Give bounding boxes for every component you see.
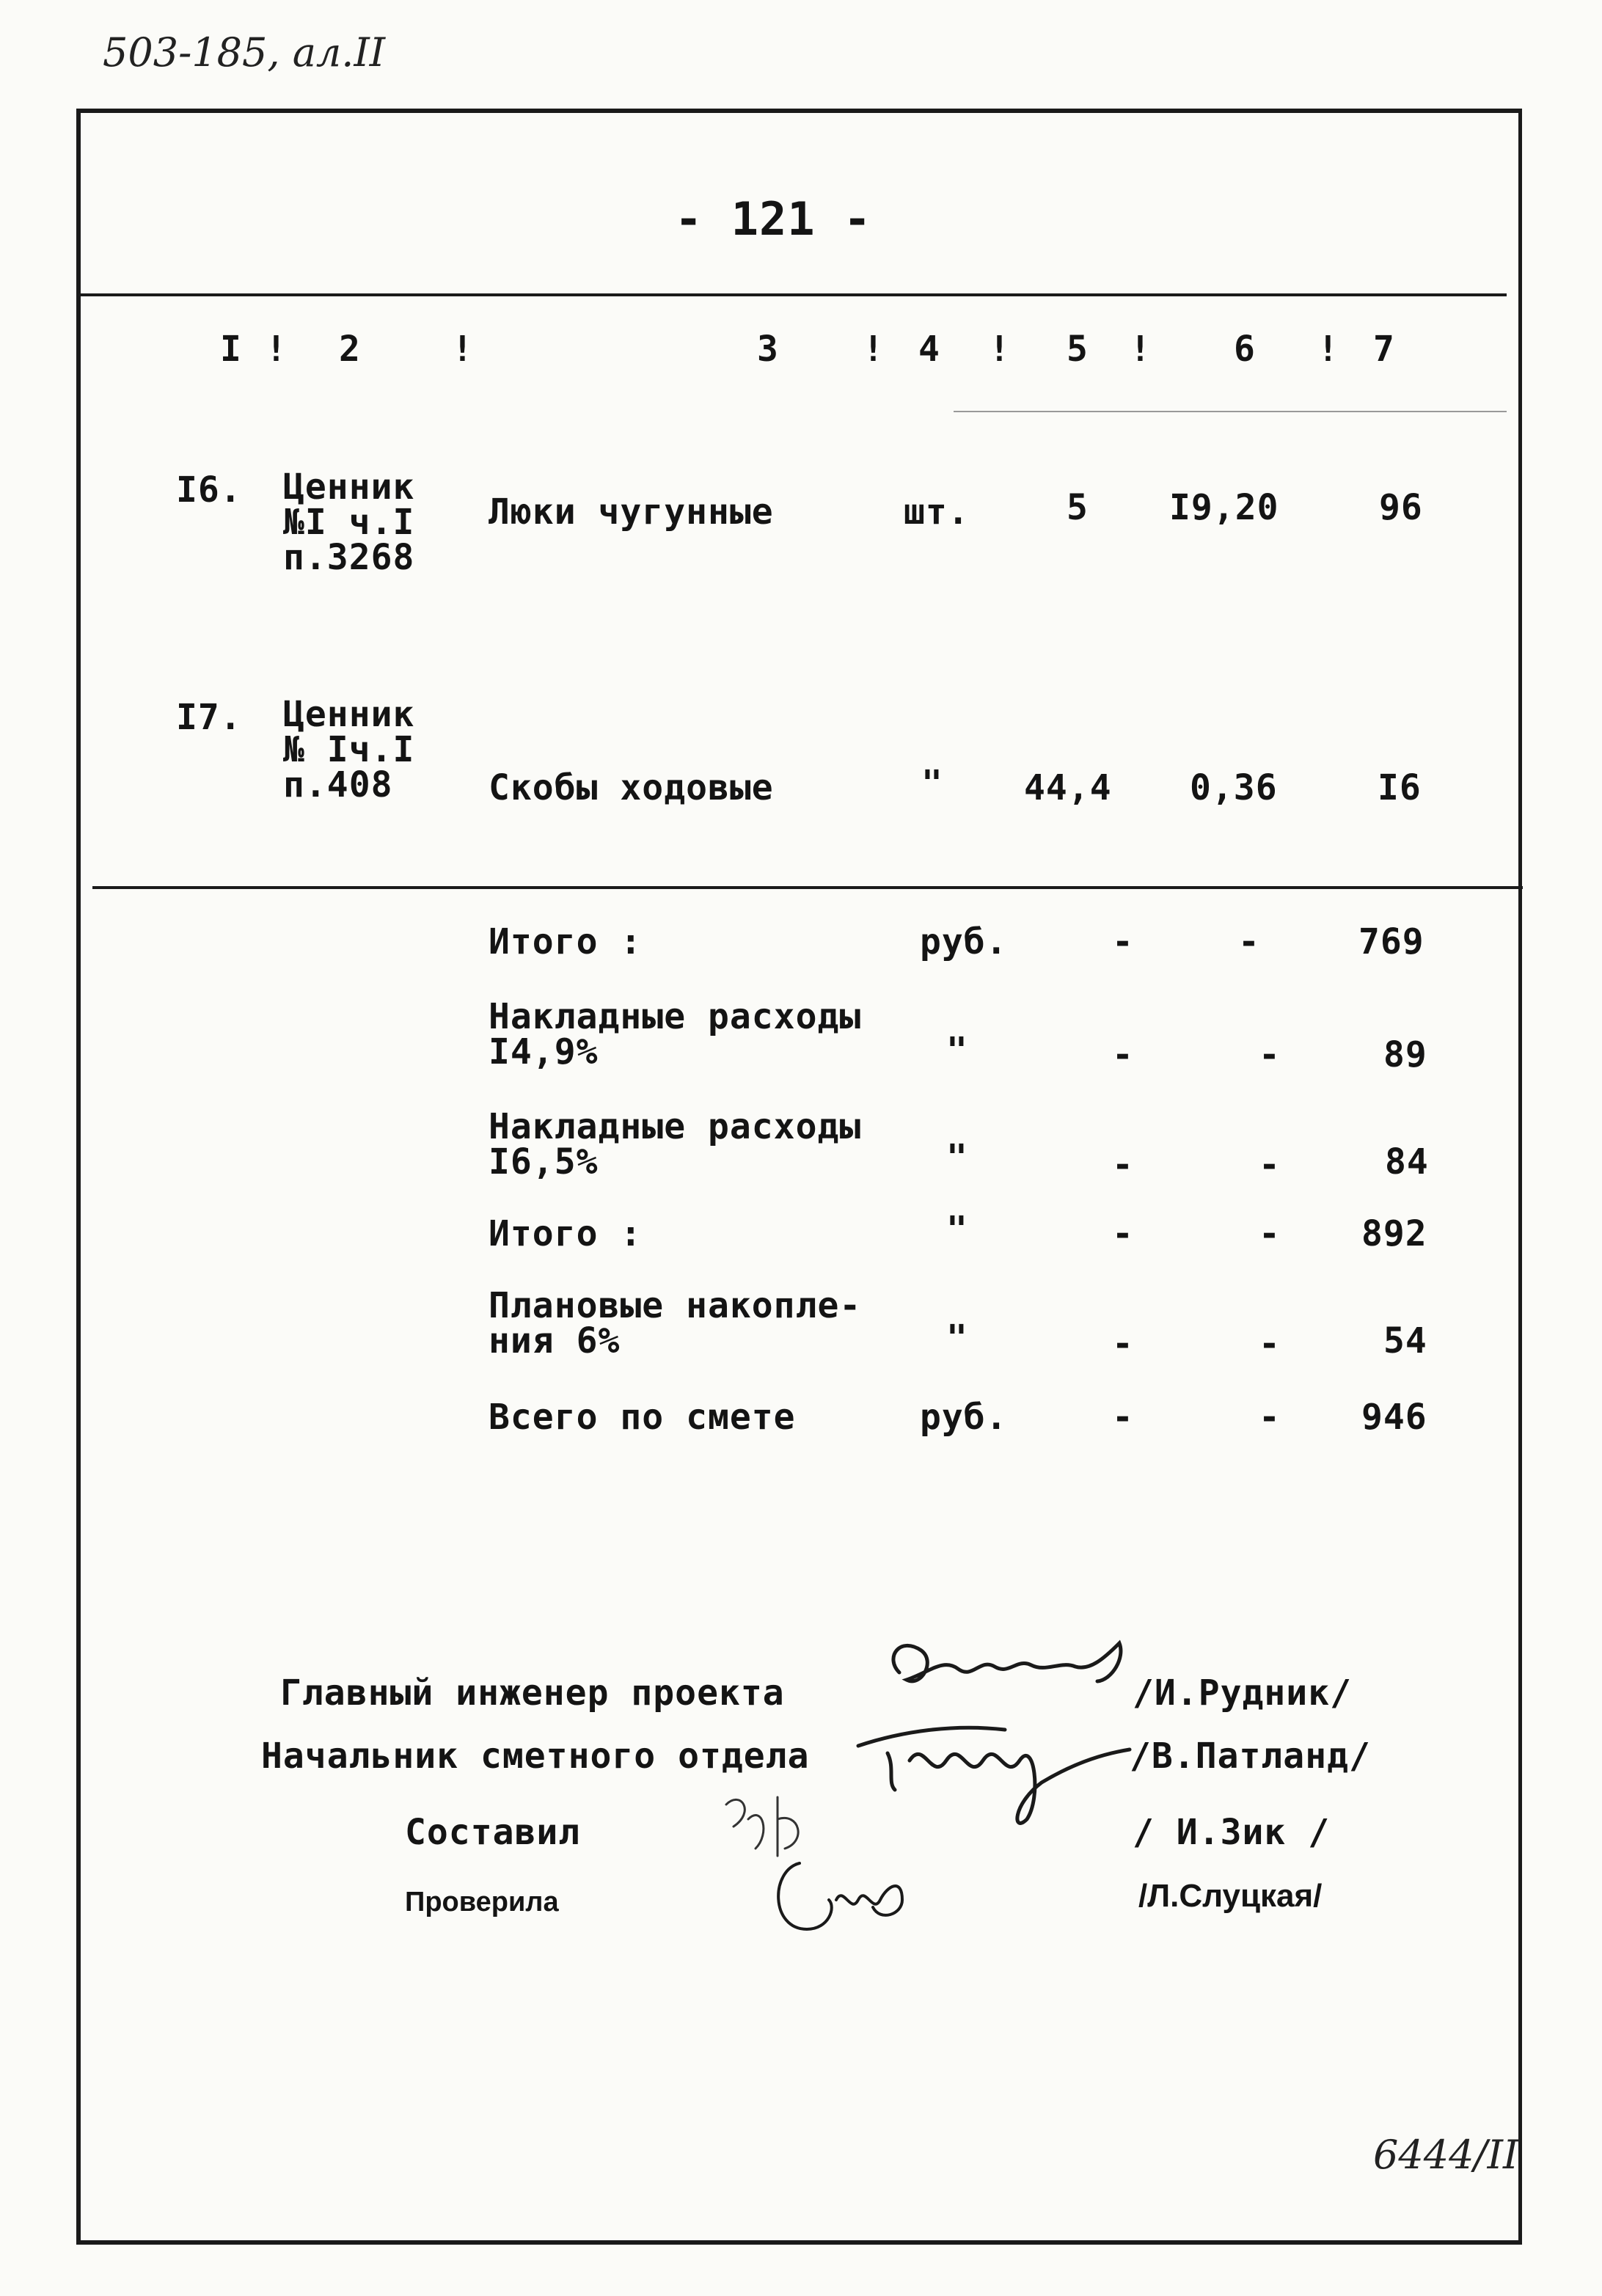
column-number-3: 3: [757, 329, 779, 370]
summary-dash-6: -: [1238, 921, 1260, 962]
item-quantity: 5: [1067, 487, 1089, 528]
item-quantity: 44,4: [1024, 767, 1112, 808]
summary-label: Итого :: [489, 921, 643, 962]
summary-dash-6: -: [1259, 1034, 1281, 1075]
summary-label: I4,9%: [489, 1031, 599, 1072]
item-number: I6.: [176, 469, 242, 511]
summary-total: 769: [1358, 921, 1424, 962]
summary-unit: ": [946, 1209, 968, 1250]
signature-title: Проверила: [405, 1887, 559, 1917]
items-rule: [92, 886, 1523, 889]
item-reference-line: п.3268: [283, 537, 415, 578]
summary-dash-6: -: [1259, 1397, 1281, 1438]
item-reference-line: № Iч.I: [283, 729, 415, 770]
summary-total: 84: [1385, 1141, 1429, 1182]
summary-label: Накладные расходы: [489, 996, 862, 1037]
summary-unit: руб.: [920, 921, 1008, 962]
summary-dash-5: -: [1112, 1397, 1134, 1438]
summary-total: 946: [1361, 1397, 1427, 1438]
column-separator: !: [1130, 329, 1152, 370]
column-separator: !: [266, 329, 288, 370]
column-separator: !: [989, 329, 1011, 370]
handwritten-signature-1: [877, 1628, 1141, 1709]
item-price: 0,36: [1190, 767, 1278, 808]
item-unit: шт.: [904, 491, 970, 533]
summary-dash-6: -: [1259, 1144, 1281, 1185]
item-reference-line: №I ч.I: [283, 502, 415, 543]
column-number-7: 7: [1373, 329, 1395, 370]
signature-title: Начальник сметного отдела: [261, 1736, 810, 1777]
column-number-6: 6: [1234, 329, 1256, 370]
summary-dash-5: -: [1112, 1323, 1134, 1364]
summary-dash-5: -: [1112, 921, 1134, 962]
item-name: Люки чугунные: [489, 491, 774, 533]
handwritten-signature-4: [763, 1849, 924, 1944]
column-separator: !: [863, 329, 885, 370]
summary-dash-5: -: [1112, 1213, 1134, 1254]
summary-label: Всего по смете: [489, 1397, 796, 1438]
item-number: I7.: [176, 697, 242, 738]
item-name: Скобы ходовые: [489, 767, 774, 808]
signature-name: / И.Зик /: [1133, 1812, 1331, 1853]
signature-name: /Л.Слуцкая/: [1138, 1878, 1323, 1914]
summary-total: 54: [1383, 1320, 1427, 1361]
summary-unit: ": [946, 1030, 968, 1071]
signature-name: /И.Рудник/: [1133, 1672, 1352, 1714]
column-separator: !: [452, 329, 474, 370]
column-number-1: I: [220, 329, 242, 370]
summary-label: Накладные расходы: [489, 1106, 862, 1147]
summary-label: I6,5%: [489, 1141, 599, 1182]
column-header-rule: [954, 411, 1507, 412]
signature-title: Главный инженер проекта: [280, 1672, 785, 1714]
item-reference-line: п.408: [283, 764, 393, 805]
summary-label: ния 6%: [489, 1320, 621, 1361]
handwritten-signature-2: [844, 1709, 1137, 1841]
item-reference-line: Ценник: [283, 694, 415, 735]
summary-unit: ": [946, 1317, 968, 1359]
item-reference-line: Ценник: [283, 467, 415, 508]
summary-unit: руб.: [920, 1397, 1008, 1438]
summary-label: Итого :: [489, 1213, 643, 1254]
sheet-reference: 6444/II: [1373, 2132, 1519, 2178]
summary-dash-6: -: [1259, 1323, 1281, 1364]
summary-total: 892: [1361, 1213, 1427, 1254]
header-rule: [81, 293, 1507, 296]
summary-dash-6: -: [1259, 1213, 1281, 1254]
signature-title: Составил: [405, 1812, 581, 1853]
summary-label: Плановые накопле-: [489, 1285, 862, 1326]
signature-name: /В.Патланд/: [1130, 1736, 1371, 1777]
summary-unit: ": [946, 1137, 968, 1178]
archive-reference: 503-185, ал.II: [103, 29, 386, 76]
item-total: I6: [1378, 767, 1422, 808]
column-number-2: 2: [339, 329, 361, 370]
page-number: - 121 -: [675, 192, 872, 246]
column-number-5: 5: [1067, 329, 1089, 370]
item-total: 96: [1379, 487, 1423, 528]
item-unit: ": [921, 763, 943, 804]
item-price: I9,20: [1169, 487, 1279, 528]
summary-dash-5: -: [1112, 1034, 1134, 1075]
column-number-4: 4: [918, 329, 940, 370]
column-separator: !: [1317, 329, 1339, 370]
summary-total: 89: [1383, 1034, 1427, 1075]
summary-dash-5: -: [1112, 1144, 1134, 1185]
